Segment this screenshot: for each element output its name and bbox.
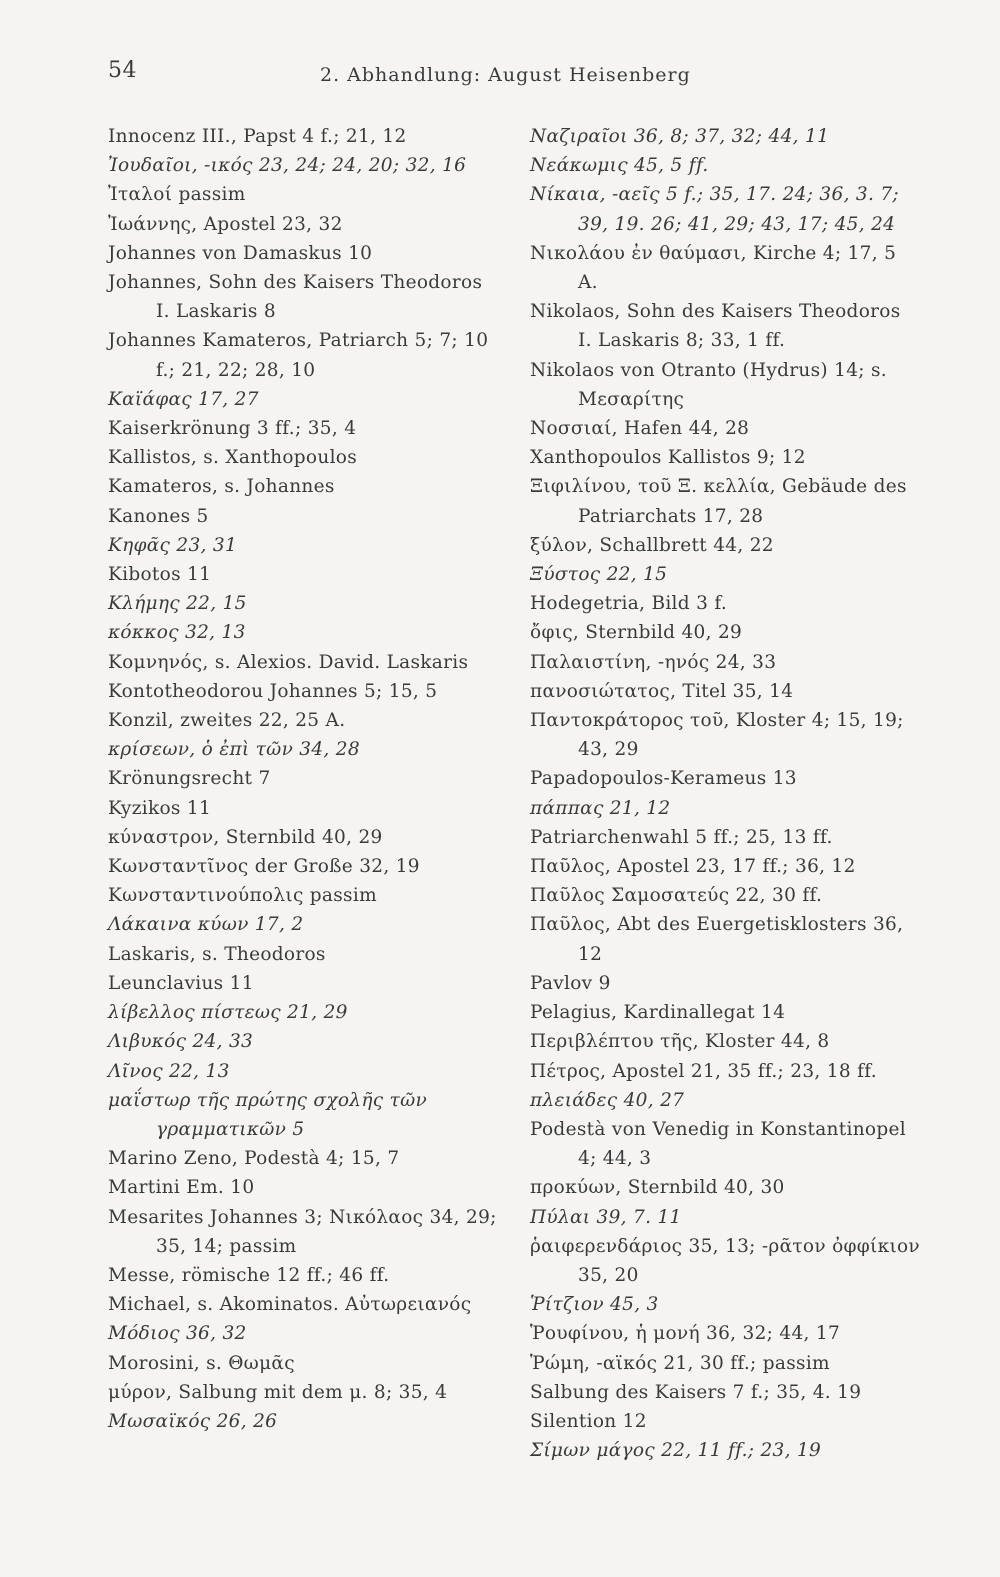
index-entry: Patriarchenwahl 5 ff.; 25, 13 ff. — [530, 826, 833, 848]
index-entry: Kanones 5 — [108, 505, 209, 527]
index-entry: Papadopoulos-Kerameus 13 — [530, 768, 797, 790]
index-entry: κόκκος 32, 13 — [108, 622, 246, 644]
index-entry: πλειάδες 40, 27 — [530, 1089, 685, 1111]
index-entry: Πύλαι 39, 7. 11 — [530, 1206, 682, 1228]
index-entry: Ἰταλοί passim — [108, 184, 246, 206]
index-entry: Λάκαινα κύων 17, 2 — [108, 914, 304, 936]
index-entry: ὄφις, Sternbild 40, 29 — [530, 622, 743, 644]
index-entry: Xanthopoulos Kallistos 9; 12 — [530, 447, 806, 469]
index-entry: Παῦλος, Apostel 23, 17 ff.; 36, 12 — [530, 856, 856, 878]
index-entry: Michael, s. Akominatos. Αὐτωρειανός — [108, 1294, 472, 1316]
index-entry: πανοσιώτατος, Titel 35, 14 — [530, 680, 794, 702]
index-entry: Ναζιραῖοι 36, 8; 37, 32; 44, 11 — [530, 126, 830, 147]
index-column-right — [530, 122, 920, 1465]
index-entry: Podestà von Venedig in Konstantinopel 4; 44, 3 — [530, 1118, 906, 1170]
index-entry: Νίκαια, -αεῖς 5 f.; 35, 17. 24; 36, 3. 7; 39, 19. 26; 41, 29; 43, 17; 45, 24 — [530, 184, 899, 235]
index-entry: Παῦλος, Abt des Euergetisklosters 36, 12 — [530, 914, 904, 965]
index-entry: Kamateros, s. Johannes — [108, 476, 335, 498]
index-entry: Silention 12 — [530, 1410, 647, 1432]
index-entry: Μωσαϊκός 26, 26 — [108, 1410, 278, 1432]
index-entry: Κομνηνός, s. Alexios. David. Laskaris — [108, 651, 469, 673]
index-entry: Παντοκράτορος τοῦ, Kloster 4; 15, 19; 43, 29 — [530, 710, 904, 761]
index-entry: Ἰουδαῖοι, -ικός 23, 24; 24, 20; 32, 16 — [108, 155, 467, 177]
index-entry: Marino Zeno, Podestà 4; 15, 7 — [108, 1148, 400, 1170]
index-entry: Martini Em. 10 — [108, 1177, 255, 1199]
index-entry: ῥαιφερενδάριος 35, 13; -ρᾶτον ὀφφίκιον 35, 20 — [530, 1235, 920, 1286]
index-entry: μαΐστωρ τῆς πρώτης σχολῆς τῶν γραμματικῶν 5 — [108, 1089, 428, 1140]
index-entry: Ξύστος 22, 15 — [530, 564, 668, 586]
index-entry: Krönungsrecht 7 — [108, 768, 271, 790]
index-entry: Ῥώμη, -αϊκός 21, 30 ff.; passim — [530, 1352, 830, 1374]
index-entry: Λῖνος 22, 13 — [108, 1060, 230, 1082]
index-entry: Johannes von Damaskus 10 — [108, 242, 373, 264]
index-entry: Johannes Kamateros, Patriarch 5; 7; 10 f.; 21, 22; 28, 10 — [108, 330, 489, 381]
index-entry: προκύων, Sternbild 40, 30 — [530, 1177, 785, 1199]
index-entry: Innocenz III., Papst 4 f.; 21, 12 — [108, 126, 407, 147]
index-entry: Johannes, Sohn des Kaisers Theodoros I. Laskaris 8 — [108, 272, 483, 323]
index-entry: Κηφᾶς 23, 31 — [108, 534, 238, 556]
index-entry: Mesarites Johannes 3; Νικόλαος 34, 29; 35, 14; passim — [108, 1206, 497, 1257]
index-entry: Pavlov 9 — [530, 972, 611, 994]
index-entry: Nikolaos von Otranto (Hydrus) 14; s. Μεσαρίτης — [530, 359, 887, 410]
index-entry: Leunclavius 11 — [108, 972, 254, 994]
index-entry: Kaiserkrönung 3 ff.; 35, 4 — [108, 418, 357, 440]
index-entry: Λιβυκός 24, 33 — [108, 1031, 254, 1053]
index-entry: Kallistos, s. Xanthopoulos — [108, 447, 358, 469]
index-entry: Νεάκωμις 45, 5 ff. — [530, 155, 709, 177]
index-entry: Ἰωάννης, Apostel 23, 32 — [108, 213, 343, 235]
index-entry: ξύλον, Schallbrett 44, 22 — [530, 534, 774, 556]
index-entry: Κωνσταντινούπολις passim — [108, 885, 377, 907]
index-entry: Παῦλος Σαμοσατεύς 22, 30 ff. — [530, 885, 823, 907]
index-column-left — [108, 122, 498, 1436]
index-entry: Ῥίτζιον 45, 3 — [530, 1294, 659, 1316]
index-entry: Ῥουφίνου, ἡ μονή 36, 32; 44, 17 — [530, 1323, 841, 1345]
index-entry: Κλήμης 22, 15 — [108, 593, 247, 615]
index-entry: Konzil, zweites 22, 25 A. — [108, 710, 346, 732]
index-entry: Καϊάφας 17, 27 — [108, 388, 259, 410]
index-entry: Kibotos 11 — [108, 564, 212, 586]
index-entry: λίβελλος πίστεως 21, 29 — [108, 1002, 348, 1024]
index-entry: κύναστρον, Sternbild 40, 29 — [108, 826, 383, 848]
index-entry: Πέτρος, Apostel 21, 35 ff.; 23, 18 ff. — [530, 1060, 877, 1082]
page-number: 54 — [108, 58, 137, 83]
index-entry: Kyzikos 11 — [108, 797, 212, 819]
index-entry: κρίσεων, ὁ ἐπὶ τῶν 34, 28 — [108, 739, 360, 761]
index-entry: Hodegetria, Bild 3 f. — [530, 593, 728, 615]
index-entry: Nikolaos, Sohn des Kaisers Theodoros I. Laskaris 8; 33, 1 ff. — [530, 301, 901, 352]
index-entry: Περιβλέπτου τῆς, Kloster 44, 8 — [530, 1031, 830, 1053]
index-entry: πάππας 21, 12 — [530, 797, 671, 819]
index-entry: Salbung des Kaisers 7 f.; 35, 4. 19 — [530, 1381, 862, 1403]
index-entry: Κωνσταντῖνος der Große 32, 19 — [108, 856, 420, 878]
index-entry: Messe, römische 12 ff.; 46 ff. — [108, 1264, 390, 1286]
index-entry: Σίμων μάγος 22, 11 ff.; 23, 19 — [530, 1440, 822, 1462]
index-entry: Παλαιστίνη, -ηνός 24, 33 — [530, 651, 777, 673]
index-entry: Laskaris, s. Theodoros — [108, 943, 326, 965]
index-entry: Νοσσιαί, Hafen 44, 28 — [530, 418, 750, 440]
index-entry: Μόδιος 36, 32 — [108, 1323, 247, 1345]
index-entry: Ξιφιλίνου, τοῦ Ξ. κελλία, Gebäude des Patriarchats 17, 28 — [530, 476, 907, 527]
index-entry: μύρον, Salbung mit dem μ. 8; 35, 4 — [108, 1381, 448, 1403]
index-entry: Morosini, s. Θωμᾶς — [108, 1352, 295, 1374]
index-entry: Kontotheodorou Johannes 5; 15, 5 — [108, 680, 438, 702]
index-entry: Νικολάου ἐν θαύμασι, Kirche 4; 17, 5 A. — [530, 242, 897, 294]
index-entry: Pelagius, Kardinallegat 14 — [530, 1002, 786, 1024]
running-header: 2. Abhandlung: August Heisenberg — [320, 64, 691, 86]
